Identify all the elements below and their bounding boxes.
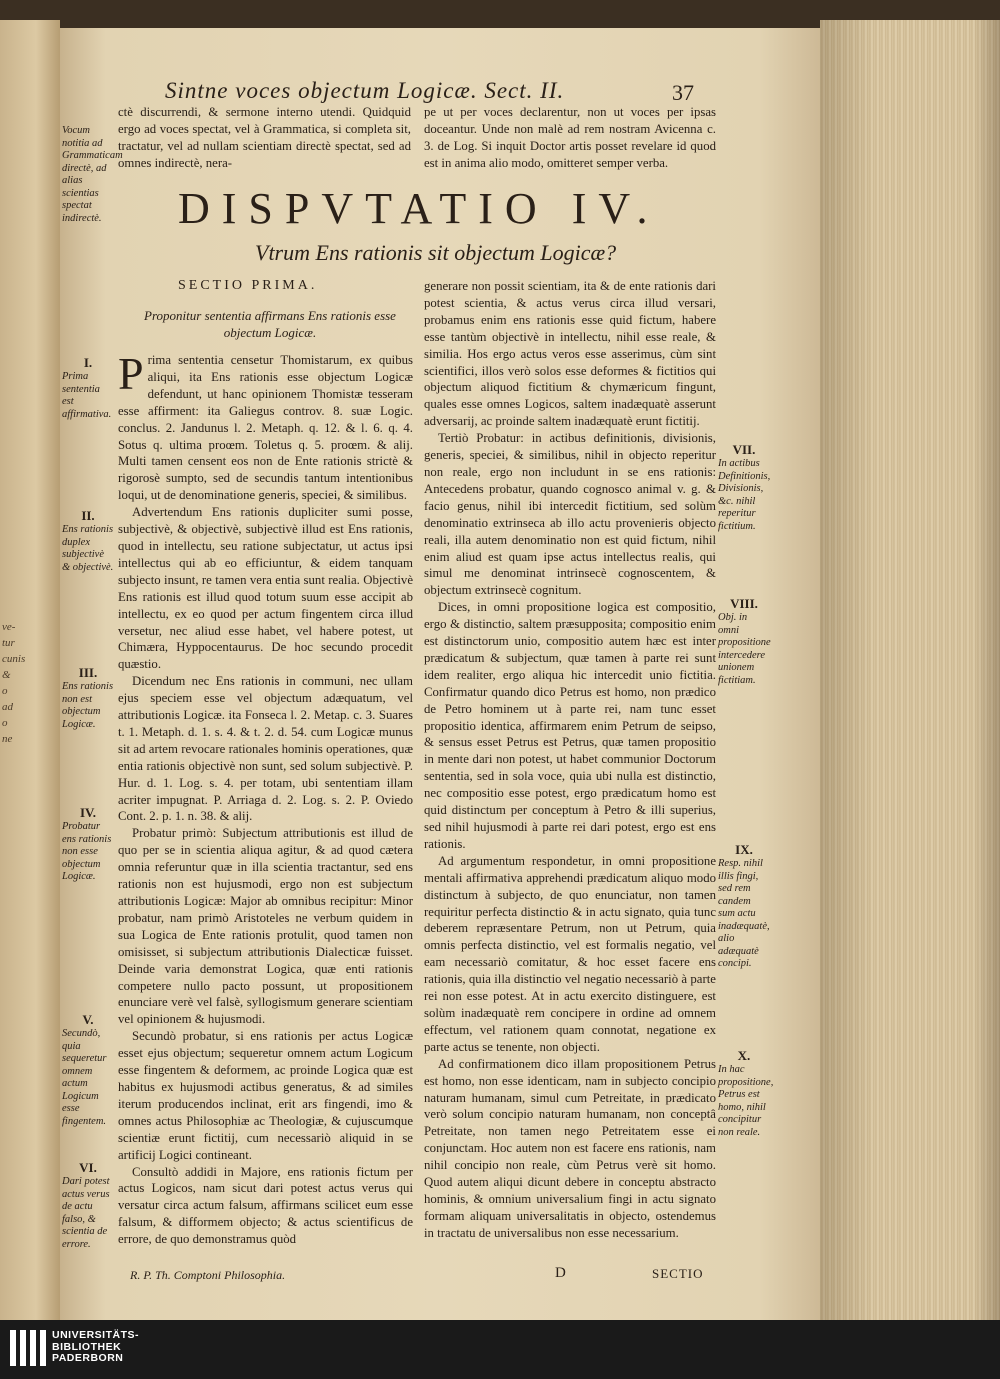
left-page-fragment: ad [2,701,13,713]
left-column [118,352,413,1252]
disputation-title: DISPVTATIO IV. [178,184,660,233]
paragraph-9: Dices, in omni propositione logica est compositio, ergo & distinctio, saltem præsupposita; compositio enim est distinctorum unio, compositio autem hæc est inter prædicatum & subjectum, quæ tamen à parte rei sunt idem realiter, ergo aliqua hic intercedit unio fictitia. Confirmatur quando dico Petrus est homo, non prædico de Petro hominem ut à parte rei, nam tunc esset propositio identica, affirmarem enim Petrum de seipso, & sensus esset Petrus est Petrus, quæ tamen propositio in mente dari non potest, ut habet communior Doctorum sententia, sed in sola voce, quia ubi nulla est distinctio, nec compositio esse potest, ergo prædicatum homo est quid distinctum per conceptum à Petro & illi superius, sed nihil hujusmodi à parte rei dari potest, ergo est ens rationis. [424,600,716,851]
margin-text: In hac propositione, Petrus est homo, nihil concipitur non reale. [718,1064,774,1138]
left-page-fragment: cunis [2,653,26,665]
margin-text: Dari potest actus verus de actu falso, & scientia de errore. [62,1176,110,1250]
margin-note-right [718,442,770,533]
library-name-line: BIBLIOTHEK [52,1340,122,1353]
left-page-edge [0,20,60,1320]
top-right-text: pe ut per voces declarentur, non ut voces per ipsas doceantur. Unde non malè ad rem nostram Avicenna c. 3. de Log. Si inquit Doctor artis posset revelare id quod est in anima alio modo, omitteret semper verba. [424,105,716,170]
margin-note-left [62,805,114,884]
proposition-heading: Proponitur sententia affirmans Ens rationis esse objectum Logicæ. [144,308,396,340]
library-bar [0,1320,1000,1379]
library-name [52,1330,139,1365]
margin-note-right [718,842,770,971]
catchword: SECTIO [652,1266,704,1281]
margin-number: IX. [735,842,753,857]
paragraph-4: Probatur primò: Subjectum attributionis est illud de quo per se in scientia aliqua agitur, & ad quod cætera omnia referuntur quæ in illa scientia tractantur, sed ens rationis non est hujusmodi, ergo non est subjectum attributionis Logicæ: Major ab omnibus recipitur: Minor probatur, nam primò Aristoteles ne verbum quidem in sua Logica de Ente rationis protulit, quod tamen non omisisset, si subjectum attributionis Dialecticæ fuisset. Deinde varia demonstrat Logica, quæ enti rationis competere nullo pacto possunt, ut propositionem enunciare verè vel falsè, syllogismum generare scientiam vel opinionem & hujusmodi. [118,826,413,1027]
margin-number: V. [82,1012,94,1027]
left-page-fragment: & [2,669,11,681]
paragraph-8: Tertiò Probatur: in actibus definitionis, divisionis, generis, speciei, & similibus, nihil in objecto reperitur non reale, ergo non includunt in se ens rationis: Antecedens probatur, quando cognosco animal v. g. & facio genus, nihil ibi intercedit fictitium, sed solùm denominatio extrinseca ab illo actu provenieris objecto reali, illa autem denominatio non est quid fictum, nihil enim aliud est quam ipse actus intellectus realis, qui simul me denominat intrinsecè cognoscentem, & objectum extrinsecè cognitum. [424,431,716,598]
margin-note-top: Vocum notitia ad Grammaticam directè, ad alias scientias spectat indirectè. [62,125,123,224]
margin-text: Probatur ens rationis non esse objectum Logicæ. [62,821,112,882]
right-column [424,278,716,1253]
drop-cap: P [118,352,144,399]
left-page-fragment: ve- [2,621,16,633]
margin-text: Prima sententia est affirmativa. [62,371,112,420]
page-number: 37 [672,80,694,105]
running-head: Sintne voces objectum Logicæ. Sect. II. [165,78,565,103]
margin-number: VIII. [730,596,758,611]
book-fore-edge [820,20,1000,1320]
left-page-fragment: ne [2,733,13,745]
paragraph-6: Consultò addidi in Majore, ens rationis fictum per actus Logicos, nam sicut dari potest actus verus qui versatur circa actum falsum, affirmans scilicet eum esse falsum, & difformem objecto; & actus scientificus de errore, de quo demonstramus quòd [118,1164,413,1247]
margin-text: Resp. nihil illis fingi, sed rem candem sum actu inadæquatè, alio adæquatè concipi. [718,858,770,969]
paragraph-2: Advertendum Ens rationis dupliciter sumi posse, subjectivè, & objectivè, subjectivè illud est Ens rationis, quod in intellectu, seu ratione subjectatur, ut actus ipsi intellectus qui ab eo efficiuntur, & eidem tanquam subjecto insunt, re tamen vera entia sunt realia. Objectivè Ens rationis est illud quod totum suum esse accipit ab intellectu, ex eo quod per actum fingentem circa illud versetur, nec aliud esse habet, vel habere potest, ut Chimæra, Hyppocentaurus. De hoc secundo procedit quæstio. [118,505,413,672]
paragraph-1: Prima sententia censetur Thomistarum, ex quibus aliqui, ita Ens rationis esse objectum Logicæ defendunt, ut hanc opinionem Thomistæ tesseram esse affirment: ita Galiegus controv. 8. suæ Logic. conclus. 2. Jandunus l. 2. Metaph. q. 12. & l. 6. q. 4. Sotus q. ultima proœm. Toletus q. 5. proœm. & alij. Multi tamen censent eos non de Ente rationis strictè & rigorosè sumpto, sed de secundis tantum intentionibus loqui, ut de denominatione generis, speciei, & similibus. [118,352,413,503]
question-title: Vtrum Ens rationis sit objectum Logicæ? [255,240,617,265]
left-page-fragment: o [2,717,8,729]
margin-note-left [62,1012,114,1128]
margin-text: Obj. in omni propositione intercedere unionem fictitiam. [718,612,771,686]
margin-note-right [718,1048,774,1139]
margin-number: III. [78,665,98,680]
left-page-fragment: tur [2,637,15,649]
margin-note-left [62,665,114,731]
margin-number: I. [83,355,93,370]
margin-text: Secundò, quia sequeretur omnem actum Logicum esse fingentem. [62,1028,107,1127]
left-page-fragment: o [2,685,8,697]
paragraph-10: Ad argumentum respondetur, in omni propositione mentali affirmativa apprehendi prædicatum aliquo modo distinctum à subjecto, de quo enunciatur, non tamen requiritur perfecta distinctio & in actu signato, quia tunc deberem repræsentare Petrum, non ut Petrum, quia omnis perfecta distinctio, vel est formalis negatio, vel eam necessariò comitatur, & hoc esset facere ens rationis, quia illa distinctio vel negatio necessariò à parte rei non esse potest. At in actu exercito distinguere, est solùm inadæquatè rem concipere in ordine ad omnem effectum, vel rationem quam connotat, negatione ex parte actus se tenente, non objecti. [424,853,716,1054]
margin-note-left [62,1160,114,1251]
margin-note-right [718,596,770,687]
margin-text: Ens rationis non est objectum Logicæ. [62,681,114,730]
paragraph-3: Dicendum nec Ens rationis in communi, nec ullam ejus speciem esse vel objectum adæquatum, vel attributionis Logicæ. ita Fonseca l. 2. Metap. c. 3. Suares t. 1. Metaph. d. 1. s. 4. & t. 2. d. 54. cum Logicæ munus sit ad artem revocare rationales hominis operationes, quæ entia rationis objectivè non sunt, sed solum subjectivè. P. Hur. d. 1. Log. s. 4. per totam, ubi sententiam illam acriter impugnat. P. Arriaga d. 2. Log. s. 2. P. Oviedo Cont. 2. p. 1. n. 38. & alij. [118,674,413,824]
library-name-line: UNIVERSITÄTS- [52,1329,140,1341]
section-title: SECTIO PRIMA. [178,278,318,293]
paragraph-7: generare non possit scientiam, ita & de ente rationis dari potest scientia, & actus verus circa illud versari, probamus enim ens rationis esse quid fictum, habere esse tantùm objectivè in intellectu, nihil esse reale, & similia. Hos ergo actus veros esse asserimus, cùm sint scientifici, illos verò solos esse deformes & fictitios qui objectum aliquod fictitium & chymæricum fingunt, quales esse omnes Logicos, saltem inadæquatè asserunt adversarij, ac proinde saltem inadæquatè erunt fictitij. [424,279,716,429]
margin-text: Ens rationis duplex subjectivè & objectivè. [62,524,114,573]
margin-number: II. [81,508,95,523]
margin-number: X. [737,1048,751,1063]
margin-number: IV. [79,805,97,820]
library-logo-icon [10,1330,46,1366]
paragraph-11: Ad confirmationem dico illam propositionem Petrus est homo, non esse identicam, nam in subjecto concipio naturam humanam, simul cum Petreitate, in prædicato verò solum concipio naturam humanam, non conceptâ Petreitate, non tamen nego Petreitatem esse ei conjunctam. Hoc autem non est facere ens rationis, nam nihil concipio non reale, cùm Petrus verè sit homo. Quod autem aliqui dicunt debere in conceptu abstracto hominis, & omnium universalium fingi in actu signato formam aliquam universalitatis in objecto, ostendemus in tractatu de universalibus non esse necessarium. [424,1056,716,1240]
signature-mark: D [555,1265,566,1281]
paragraph-5: Secundò probatur, si ens rationis per actus Logicæ esset ejus objectum; sequeretur omnem actum Logicum esse fingentem & deformem, ac proinde Logica quæ est habitus ex hujusmodi actibus generatus, & ad similes iterum producendos inclinat, erit ars fingendi, imo & omnes actus Philosophiæ ac Theologiæ, & cujuscumque scientiæ erunt fictitij, cum necessariò aliquid in se artificij Logici contineant. [118,1029,413,1162]
margin-number: VII. [732,442,756,457]
footer-signature: R. P. Th. Comptoni Philosophia. [130,1268,286,1282]
top-left-text: ctè discurrendi, & sermone interno utendi. Quidquid ergo ad voces spectat, vel à Grammatica, si completa sit, tractatur, vel ad nullam scientiam directè spectat, sed ad omnes indirectè, nera- [118,105,411,170]
margin-text: In actibus Definitionis, Divisionis, &c. nihil reperitur fictitium. [718,458,771,532]
margin-number: VI. [79,1160,97,1175]
margin-note-left [62,355,114,421]
margin-note-left [62,508,114,574]
library-name-line: PADERBORN [52,1352,124,1364]
